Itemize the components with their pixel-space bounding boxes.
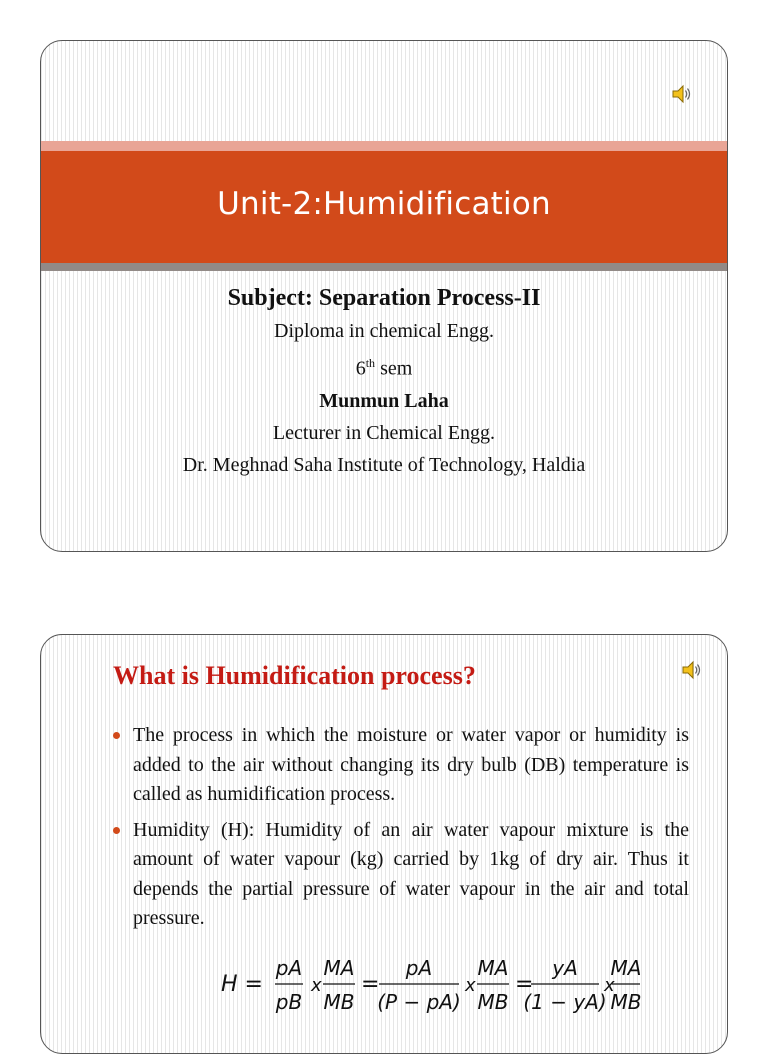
formula-term5-denominator: (1 − yA) [523,990,607,1014]
formula-times: x [311,975,322,996]
semester-suffix: th [365,356,376,370]
formula-term6-denominator: MB [610,990,641,1014]
semester-number: 6 [355,357,366,380]
title-band-bottom-stripe [41,263,727,271]
formula-equals: = [515,972,534,997]
speaker-icon[interactable] [681,659,703,681]
formula-term5-numerator: yA [552,956,578,980]
bullet-dot [113,732,120,739]
bullet-text: The process in which the moisture or water vapor or humidity is added to the air without changing its dry bulb (DB) temperature is called as humidification process. [133,724,689,805]
bullet-text: Humidity (H): Humidity of an air water vapour mixture is the amount of water vapour (kg) carried by 1kg of dry air. Thus it depends the partial pressure of water vapour in the air and total pressure. [133,818,689,929]
slide-1 [40,40,728,552]
speaker-icon[interactable] [671,83,693,105]
formula-equals: = [361,972,380,997]
formula-term1-numerator: pA [275,956,303,980]
slide-heading: What is Humidification process? [113,661,476,690]
formula-times: x [604,975,615,996]
humidity-formula [221,945,641,1025]
formula-lhs: H = [221,972,263,997]
formula-term4-numerator: MA [477,956,509,980]
formula-term1-denominator: pB [275,990,303,1014]
bullet-list [113,721,689,940]
bullet-item [113,816,689,934]
bullet-item [113,721,689,810]
semester-word: sem [380,357,413,380]
title-band-top-stripe [41,141,727,151]
course-line: Diploma in chemical Engg. [274,320,494,342]
formula-term4-denominator: MB [477,990,509,1014]
slide-2 [40,634,728,1054]
institute-line: Dr. Meghnad Saha Institute of Technology, Haldia [182,453,586,476]
formula-term2-denominator: MB [323,990,355,1014]
author-name: Munmun Laha [319,389,449,412]
formula-term3-numerator: pA [405,956,433,980]
formula-times: x [465,975,476,996]
bullet-dot [113,827,120,834]
formula-term3-denominator: (P − pA) [377,990,461,1014]
subject-line: Subject: Separation Process-II [227,285,541,311]
designation-line: Lecturer in Chemical Engg. [272,421,496,444]
slide-title: Unit-2:Humidification [217,186,551,222]
formula-term2-numerator: MA [323,956,355,980]
slide-info [41,281,727,481]
formula-term6-numerator: MA [610,956,641,980]
title-band [41,141,727,271]
semester-line [41,347,727,385]
